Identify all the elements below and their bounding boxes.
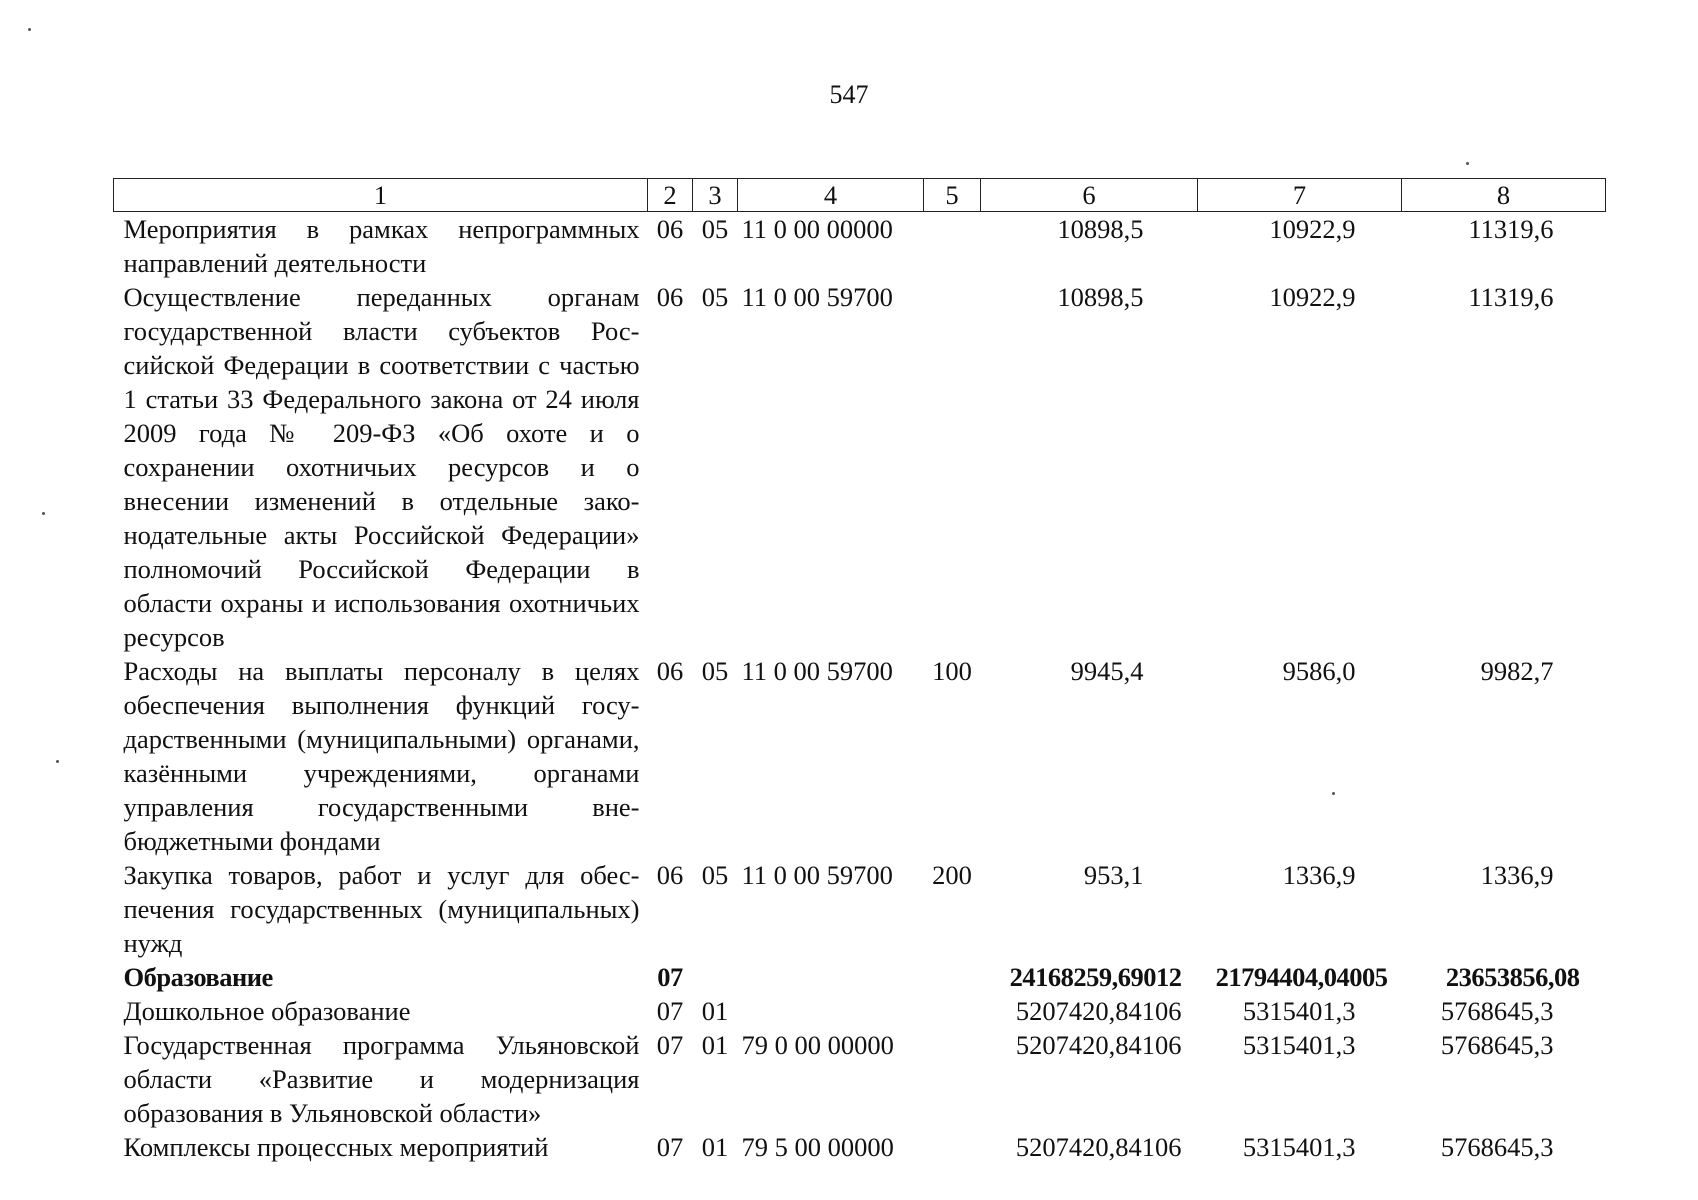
row-amount-2: 1336,9 (1282, 860, 1356, 890)
row-name: Закупка товаров, работ и услуг для обеспечения государственных (муниципальных) нужд (123, 860, 640, 958)
row-subsection: 05 (701, 860, 729, 890)
header-col-7: 7 (1198, 179, 1402, 212)
header-col-1: 1 (114, 179, 648, 212)
row-amount-1: 10898,5 (1057, 282, 1144, 312)
table-header-row (114, 179, 1606, 212)
scan-speck (56, 760, 59, 763)
row-amount-3: 11319,6 (1468, 214, 1554, 244)
table-row-section-total (114, 960, 1606, 994)
row-expense-type (924, 1028, 981, 1130)
row-amount-2: 9586,0 (1282, 656, 1356, 686)
row-subsection: 05 (701, 656, 729, 686)
row-name: Мероприятия в рамках непрограммных направлений деятельности (123, 214, 640, 278)
row-expense-type (924, 994, 981, 1028)
header-col-6: 6 (981, 179, 1198, 212)
header-col-3: 3 (693, 179, 738, 212)
row-expense-type: 100 (932, 656, 972, 686)
header-col-8: 8 (1402, 179, 1606, 212)
row-section: 07 (656, 1030, 684, 1060)
row-amount-1: 5207420,84106 (1015, 1030, 1182, 1060)
row-target-code: 11 0 00 00000 (741, 214, 893, 244)
row-amount-1: 5207420,84106 (1015, 996, 1182, 1026)
row-section: 06 (656, 860, 684, 890)
row-target-code: 11 0 00 59700 (741, 860, 893, 890)
row-section: 06 (656, 656, 684, 686)
table-row (114, 1130, 1606, 1164)
header-col-2: 2 (648, 179, 693, 212)
page-number: 547 (829, 80, 869, 109)
row-amount-3: 11319,6 (1468, 282, 1554, 312)
row-section: 07 (656, 996, 684, 1026)
row-section: 07 (657, 962, 683, 992)
table-row (114, 858, 1606, 960)
table-row (114, 1028, 1606, 1130)
row-target-code: 11 0 00 59700 (741, 282, 893, 312)
row-section: 07 (656, 1132, 684, 1162)
header-col-4: 4 (738, 179, 924, 212)
row-section: 06 (656, 214, 684, 244)
row-amount-1: 10898,5 (1057, 214, 1144, 244)
row-expense-type (924, 1130, 981, 1164)
row-name: Осуществление переданных органам государственной власти субъектов Российской Федерации в соответствии с частью 1 статьи 33 Федерального закона от 24 июля 2009 года № 209-ФЗ «Об охоте и о сохранении охотничьих ресурсов и о внесении изменений в отдельные законодательные акты Российской Федерации» полномочий Российской Федерации в области охраны и использования охотничьих ресурсов (123, 282, 640, 652)
row-amount-1: 24168259,69012 (1009, 962, 1182, 992)
budget-table-container (113, 178, 1605, 1164)
table-row (114, 654, 1606, 858)
row-subsection: 01 (701, 1030, 729, 1060)
row-expense-type (924, 960, 981, 994)
row-expense-type (924, 280, 981, 654)
table-row (114, 994, 1606, 1028)
header-col-5: 5 (924, 179, 981, 212)
budget-table (113, 178, 1606, 1164)
row-amount-1: 9945,4 (1070, 656, 1144, 686)
row-target-code: 79 0 00 00000 (741, 1030, 894, 1060)
row-section: 06 (656, 282, 684, 312)
row-amount-2: 5315401,3 (1242, 1132, 1356, 1162)
row-subsection (693, 960, 738, 994)
row-amount-3: 1336,9 (1480, 860, 1554, 890)
scan-speck (1332, 792, 1335, 795)
scan-speck (42, 512, 45, 515)
row-amount-3: 23653856,08 (1445, 962, 1580, 992)
row-name: Комплексы процессных мероприятий (123, 1132, 549, 1162)
row-target-code: 79 5 00 00000 (741, 1132, 894, 1162)
row-subsection: 01 (701, 996, 729, 1026)
row-amount-2: 10922,9 (1269, 214, 1356, 244)
row-amount-2: 5315401,3 (1242, 1030, 1356, 1060)
row-amount-3: 9982,7 (1480, 656, 1554, 686)
table-row (114, 280, 1606, 654)
row-name: Образование (123, 962, 273, 992)
row-expense-type: 200 (932, 860, 972, 890)
row-expense-type (924, 212, 981, 281)
row-amount-2: 10922,9 (1269, 282, 1356, 312)
row-target-code (738, 994, 924, 1028)
row-amount-1: 953,1 (1083, 860, 1144, 890)
row-subsection: 05 (701, 214, 729, 244)
table-row (114, 212, 1606, 281)
row-name: Государственная программа Ульяновской области «Развитие и модернизация образования в Ульяновской области» (123, 1030, 640, 1128)
row-amount-2: 5315401,3 (1242, 996, 1356, 1026)
row-target-code (738, 960, 924, 994)
row-subsection: 01 (701, 1132, 729, 1162)
row-amount-3: 5768645,3 (1440, 1030, 1554, 1060)
row-amount-3: 5768645,3 (1440, 1132, 1554, 1162)
row-amount-3: 5768645,3 (1440, 996, 1554, 1026)
row-subsection: 05 (701, 282, 729, 312)
scan-speck (28, 28, 31, 31)
scan-speck (1466, 162, 1469, 165)
row-name: Дошкольное образование (123, 996, 411, 1026)
row-amount-2: 21794404,04005 (1215, 962, 1388, 992)
row-amount-1: 5207420,84106 (1015, 1132, 1182, 1162)
row-target-code: 11 0 00 59700 (741, 656, 893, 686)
row-name: Расходы на выплаты персоналу в целях обеспечения выполнения функций государственными (муниципальными) органами, казёнными учреждениями, органами управления государственными внебюджетными фондами (123, 656, 640, 856)
